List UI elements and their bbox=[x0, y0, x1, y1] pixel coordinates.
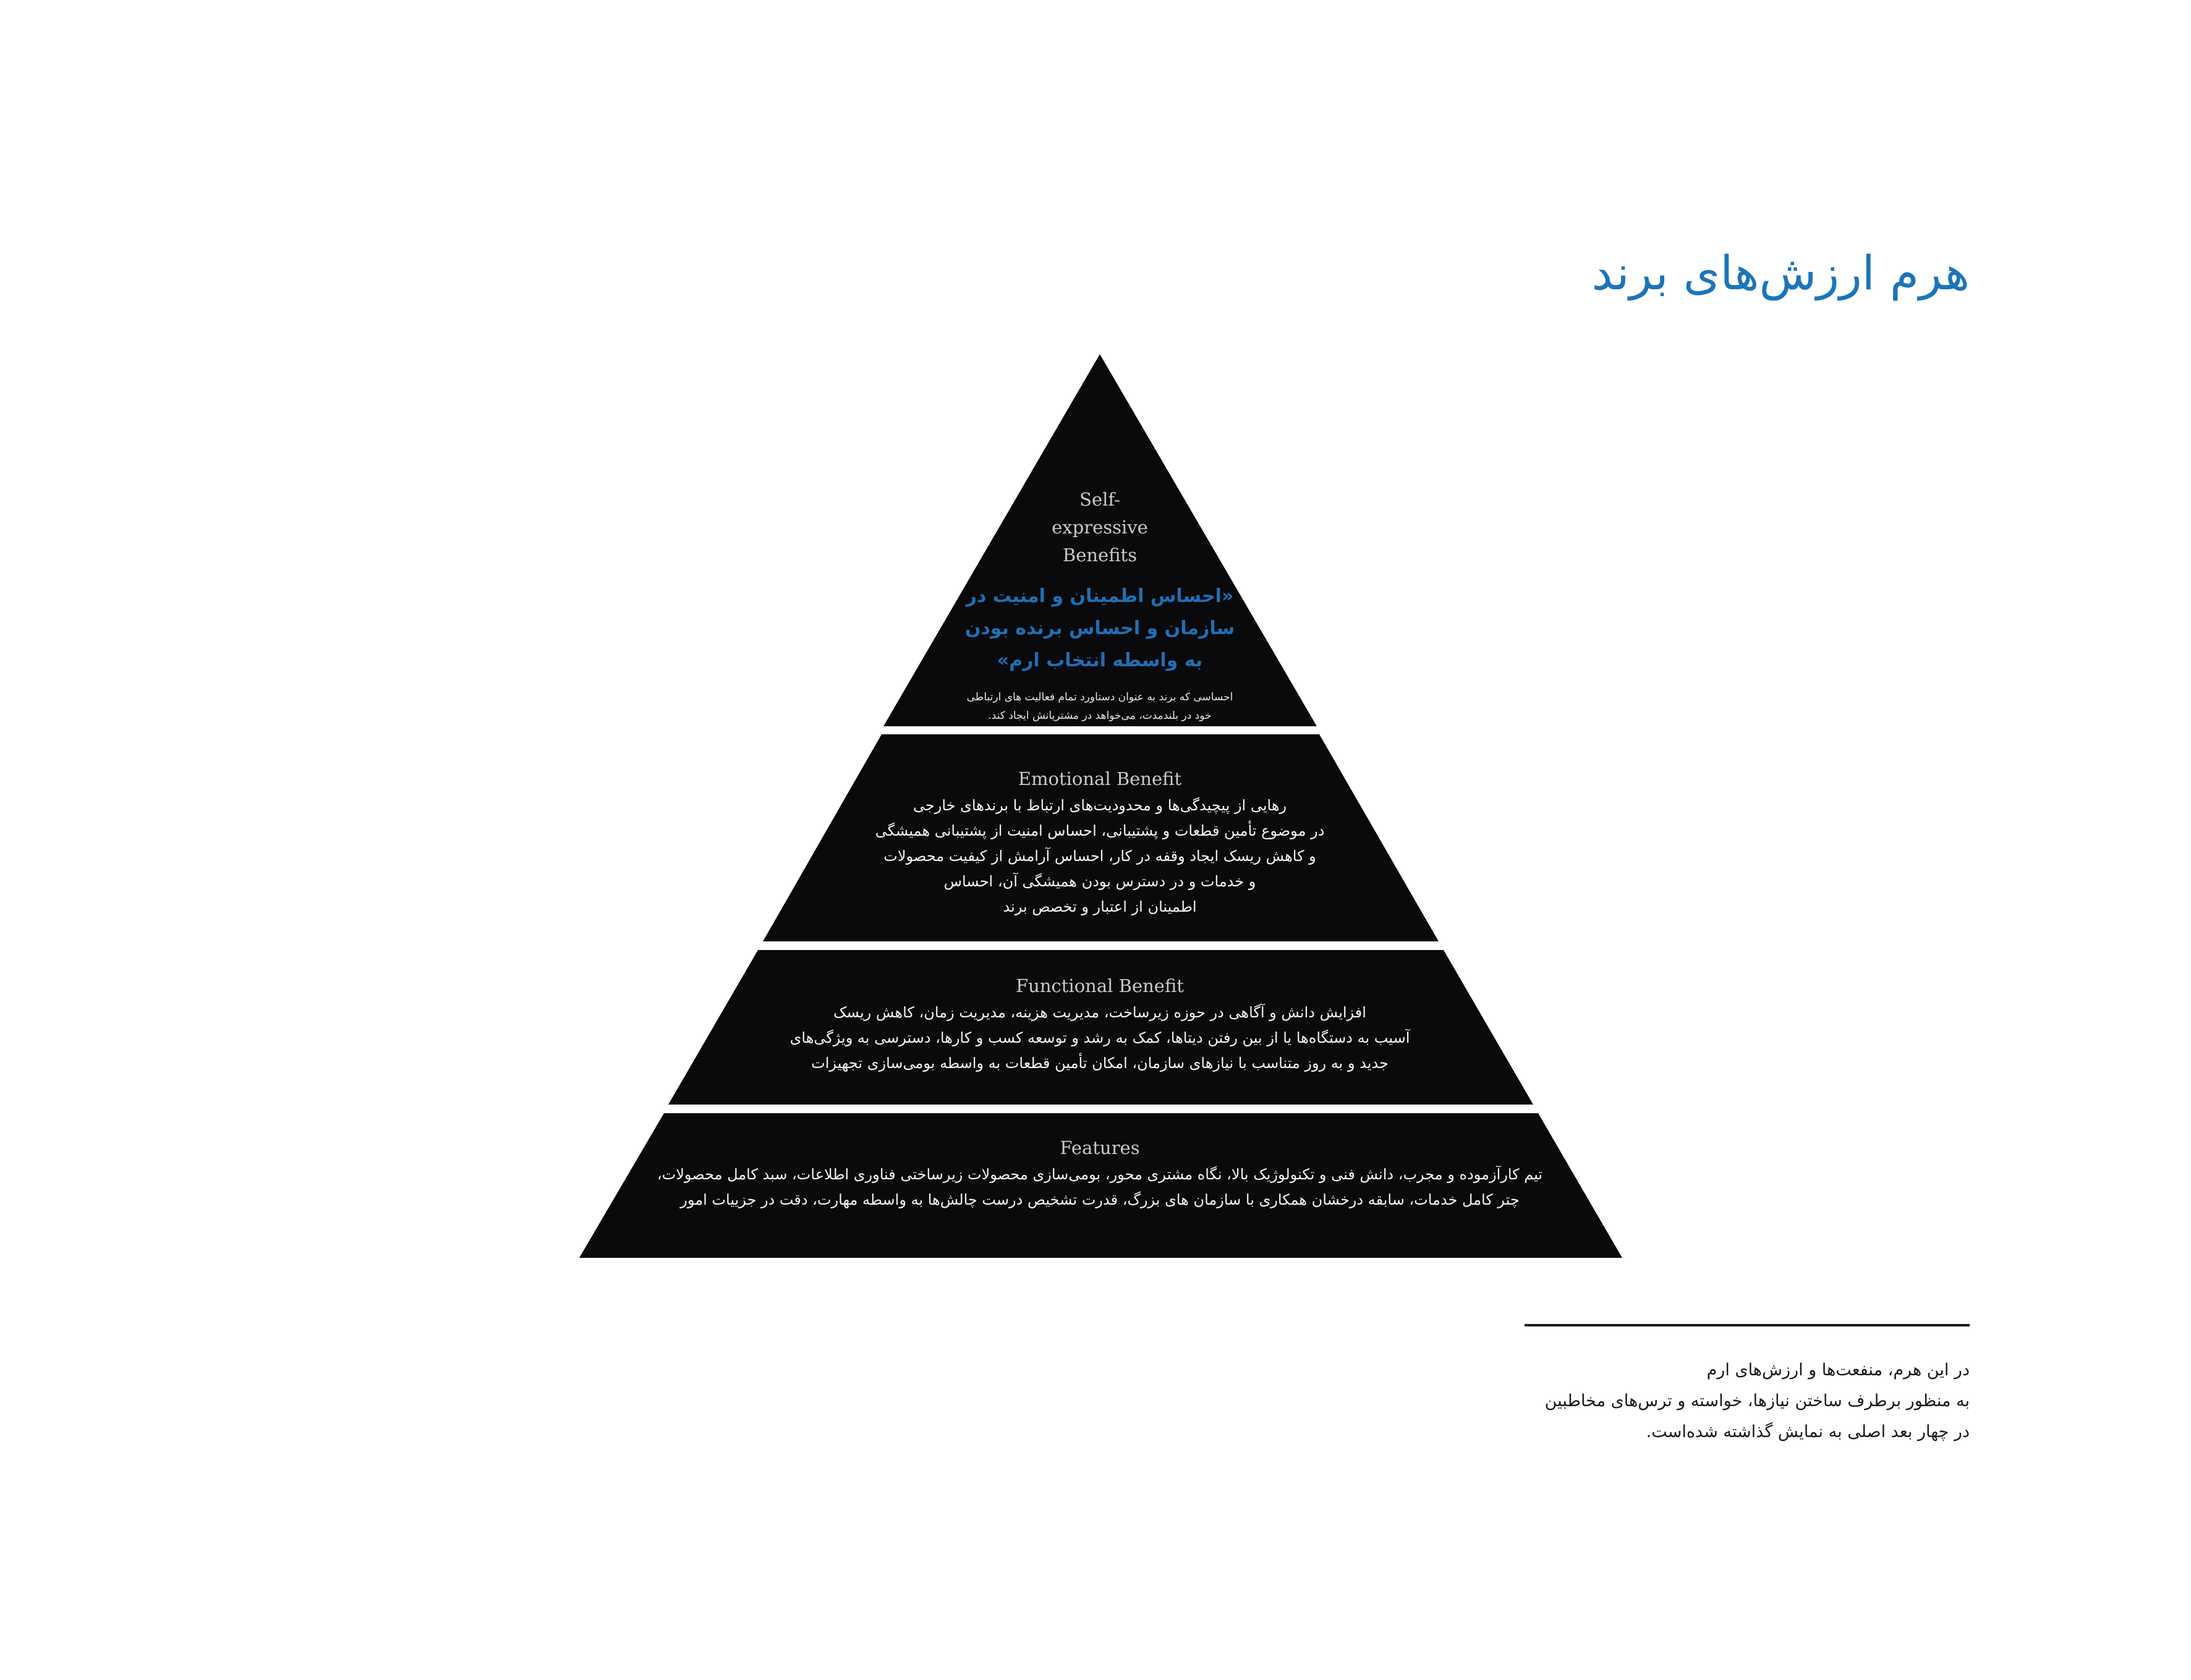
emotional-body: رهایی از پیچیدگی‌ها و محدودیت‌های ارتباط با برندهای خارجی در موضوع تأمین قطعات و پشتیبانی، احساس امنیت از پشتیبانی همیشگی و کاهش ریسک ایجاد وقفه در کار، احساس آرامش از کیفیت محصولات و خدمات و در دسترس بودن همیشگی آن، احساس اطمینان از اعتبار و تخصص برند bbox=[875, 797, 1325, 915]
features-body: تیم کارآزموده و مجرب، دانش فنی و تکنولوژیک بالا، نگاه مشتری محور، بومی‌سازی محصولات زیرساختی فناوری اطلاعات، سبد کامل محصولات، چتر کامل خدمات، سابقه درخشان همکاری با سازمان های بزرگ، قدرت تشخیص درست چالش‌ها به واسطه مهارت، دقت در جزییات امور bbox=[657, 1166, 1543, 1208]
self-expressive-title: Self-expressive Benefits bbox=[1052, 489, 1148, 566]
self-expressive-highlight: «احساس اطمینان و امنیت در سازمان و احساس برنده بودن به واسطه انتخاب ارم» bbox=[964, 585, 1235, 671]
emotional-title: Emotional Benefit bbox=[1018, 768, 1182, 789]
pyramid-note: در این هرم، منفعت‌ها و ارزش‌های ارم به منظور برطرف ساختن نیازها، خواسته و ترس‌های مخاطبین در چهار بعد اصلی به نمایش گذاشته شده‌است. bbox=[1544, 1360, 1970, 1441]
emotional-content bbox=[853, 765, 1347, 920]
features-content bbox=[655, 1134, 1545, 1213]
divider-line bbox=[1525, 1324, 1970, 1326]
functional-title: Functional Benefit bbox=[1016, 975, 1184, 996]
self-expressive-content bbox=[933, 486, 1267, 725]
page-title: هرم ارزش‌های برند bbox=[1591, 245, 1970, 300]
features-title: Features bbox=[1060, 1137, 1140, 1158]
functional-body: افزایش دانش و آگاهی در حوزه زیرساخت، مدیریت هزینه، مدیریت زمان، کاهش ریسک آسیب به دستگاه‌ها یا از بین رفتن دیتاها، کمک به رشد و توسعه کسب و کارها، دسترسی به ویژگی‌های جدید و به روز متناسب با نیازهای سازمان، امکان تأمین قطعات به واسطه بومی‌سازی تجهیزات bbox=[789, 1004, 1410, 1072]
functional-content bbox=[766, 972, 1434, 1076]
self-expressive-description: احساسی که برند به عنوان دستاورد تمام فعالیت های ارتباطی خود در بلندمدت، می‌خواهد در مشتریانش ایجاد کند. bbox=[966, 691, 1233, 722]
